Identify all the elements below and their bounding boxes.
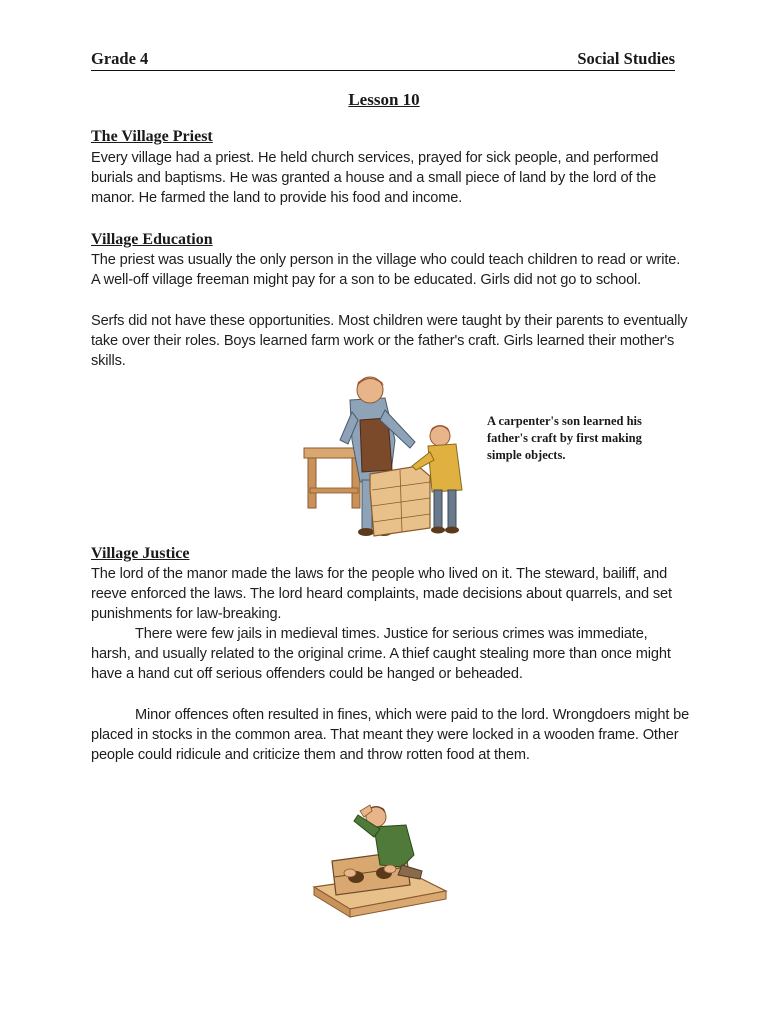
page-header	[91, 48, 675, 71]
section-title-priest: The Village Priest	[91, 128, 213, 145]
justice-paragraph-2: There were few jails in medieval times. Justice for serious crimes was immediate, harsh, and usually related to the original crime. A thief caught stealing more than once might have a hand cut off serious offenders could be hanged or beheaded.	[91, 626, 671, 683]
education-paragraph-1: The priest was usually the only person in the village who could teach children to read or write. A well-off village freeman might pay for a son to be educated. Girls did not go to school.	[91, 252, 681, 289]
education-paragraph-2: Serfs did not have these opportunities. Most children were taught by their parents to eventually take over their roles. Boys learned farm work or the father's craft. Girls learned their mother's skills.	[91, 313, 688, 370]
priest-paragraph: Every village had a priest. He held church services, prayed for sick people, and performed burials and baptisms. He was granted a house and a small piece of land by the lord of the manor. He farmed the land to provide his food and income.	[91, 150, 659, 207]
justice-paragraph-1: The lord of the manor made the laws for the people who lived on it. The steward, bailiff, and reeve enforced the laws. The lord heard complaints, made decisions about quarrels, and set punishments for law-breaking.	[91, 566, 672, 623]
subject-label: Social Studies	[577, 49, 675, 68]
section-title-justice: Village Justice	[91, 545, 190, 562]
lesson-title: Lesson 10	[348, 90, 420, 109]
grade-label: Grade 4	[91, 49, 149, 68]
carpenter-illustration	[300, 370, 470, 542]
illustration-caption: A carpenter's son learned his father's craft by first making simple objects.	[487, 414, 642, 462]
stocks-illustration	[310, 795, 450, 920]
justice-paragraph-3: Minor offences often resulted in fines, which were paid to the lord. Wrongdoers might be placed in stocks in the common area. That meant they were locked in a wooden frame. Other people could ridicule and criticize them and throw rotten food at them.	[91, 707, 690, 764]
section-title-education: Village Education	[91, 231, 213, 248]
